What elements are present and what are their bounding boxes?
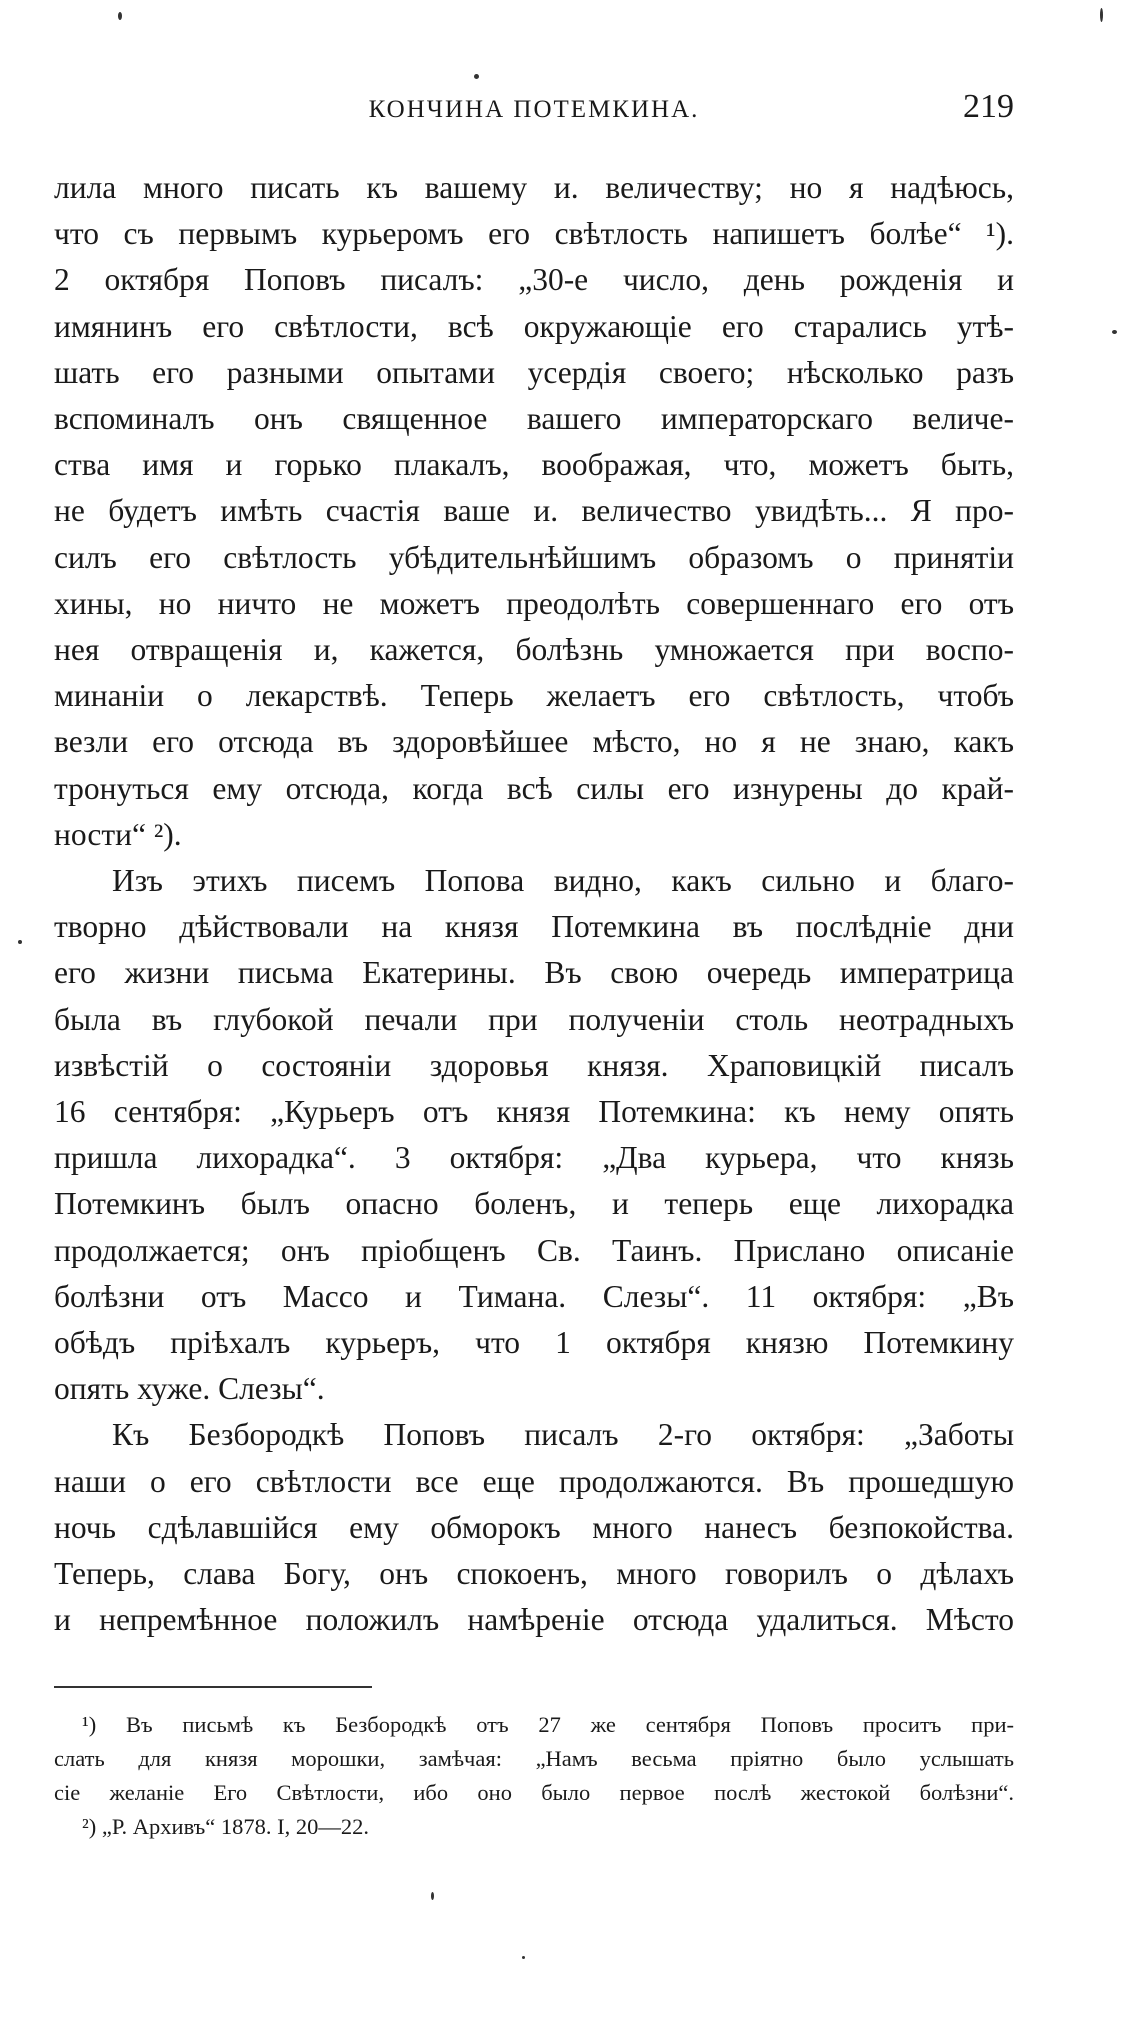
text-line: 16 сентября: „Курьеръ отъ князя Потемкина: къ нему опять bbox=[54, 1094, 1014, 1129]
footnote-line: сіе желаніе Его Свѣтлости, ибо оно было первое послѣ жестокой болѣзни“. bbox=[54, 1780, 1014, 1805]
text-line: вспоминалъ онъ священное вашего императорскаго величе- bbox=[54, 401, 1014, 436]
text-line: шать его разными опытами усердія своего; нѣсколько разъ bbox=[54, 355, 1014, 390]
text-line: имянинъ его свѣтлости, всѣ окружающіе его старались утѣ- bbox=[54, 309, 1014, 344]
text-line: что съ первымъ курьеромъ его свѣтлость напишетъ болѣе“ ¹). bbox=[54, 216, 1014, 251]
text-line: не будетъ имѣть счастія ваше и. величество увидѣть... Я про- bbox=[54, 493, 1014, 528]
text-line: опять хуже. Слезы“. bbox=[54, 1371, 325, 1406]
text-line: была въ глубокой печали при полученіи столь неотрадныхъ bbox=[54, 1002, 1014, 1037]
text-line: лила много писать къ вашему и. величеству; но я надѣюсь, bbox=[54, 170, 1014, 205]
running-head bbox=[54, 88, 1014, 132]
text-line: тронуться ему отсюда, когда всѣ силы его изнурены до край- bbox=[54, 771, 1014, 806]
text-line: везли его отсюда въ здоровѣйшее мѣсто, но я не знаю, какъ bbox=[54, 724, 1014, 759]
text-line: обѣдъ пріѣхалъ курьеръ, что 1 октября князю Потемкину bbox=[54, 1325, 1014, 1360]
text-line: 2 октября Поповъ писалъ: „30-е число, день рожденія и bbox=[54, 262, 1014, 297]
text-line: ности“ ²). bbox=[54, 817, 182, 852]
paragraph-first-line: Изъ этихъ писемъ Попова видно, какъ сильно и благо- bbox=[112, 863, 1014, 898]
text-line: болѣзни отъ Массо и Тимана. Слезы“. 11 октября: „Въ bbox=[54, 1279, 1014, 1314]
text-line: его жизни письма Екатерины. Въ свою очередь императрица bbox=[54, 955, 1014, 990]
scan-speck bbox=[1112, 330, 1117, 334]
footnote-divider bbox=[54, 1686, 372, 1688]
footnote-line: ²) „Р. Архивъ“ 1878. I, 20—22. bbox=[82, 1814, 370, 1839]
text-line: ства имя и горько плакалъ, воображая, что, можетъ быть, bbox=[54, 447, 1014, 482]
text-line: ночь сдѣлавшійся ему обморокъ много нанесъ безпокойства. bbox=[54, 1510, 1014, 1545]
paragraph-first-line: Къ Безбородкѣ Поповъ писалъ 2-го октября: „Заботы bbox=[112, 1417, 1014, 1452]
text-line: нея отвращенія и, кажется, болѣзнь умножается при воспо- bbox=[54, 632, 1014, 667]
text-line: минаніи о лекарствѣ. Теперь желаетъ его свѣтлость, чтобъ bbox=[54, 678, 1014, 713]
text-line: хины, но ничто не можетъ преодолѣть совершеннаго его отъ bbox=[54, 586, 1014, 621]
scan-speck bbox=[18, 940, 22, 944]
text-line: наши о его свѣтлости все еще продолжаются. Въ прошедшую bbox=[54, 1464, 1014, 1499]
text-line: Потемкинъ былъ опасно боленъ, и теперь еще лихорадка bbox=[54, 1186, 1014, 1221]
scan-speck bbox=[522, 1956, 525, 1959]
text-line: пришла лихорадка“. 3 октября: „Два курьера, что князь bbox=[54, 1140, 1014, 1175]
scan-speck bbox=[474, 74, 479, 79]
page-number: 219 bbox=[963, 88, 1014, 125]
text-line: продолжается; онъ пріобщенъ Св. Таинъ. Прислано описаніе bbox=[54, 1233, 1014, 1268]
text-line: извѣстій о состояніи здоровья князя. Храповицкій писалъ bbox=[54, 1048, 1014, 1083]
text-line: творно дѣйствовали на князя Потемкина въ послѣдніе дни bbox=[54, 909, 1014, 944]
running-title: КОНЧИНА ПОТЕМКИНА. bbox=[368, 96, 700, 123]
text-line: и непремѣнное положилъ намѣреніе отсюда удалиться. Мѣсто bbox=[54, 1602, 1014, 1637]
footnote-line: слать для князя морошки, замѣчая: „Намъ весьма пріятно было услышать bbox=[54, 1746, 1014, 1771]
scan-speck bbox=[431, 1892, 434, 1900]
footnote-line: ¹) Въ письмѣ къ Безбородкѣ отъ 27 же сентября Поповъ проситъ при- bbox=[82, 1712, 1014, 1737]
scan-speck bbox=[118, 12, 122, 20]
scan-speck bbox=[1100, 8, 1103, 22]
text-line: Теперь, слава Богу, онъ спокоенъ, много говорилъ о дѣлахъ bbox=[54, 1556, 1014, 1591]
text-line: силъ его свѣтлость убѣдительнѣйшимъ образомъ о принятіи bbox=[54, 540, 1014, 575]
